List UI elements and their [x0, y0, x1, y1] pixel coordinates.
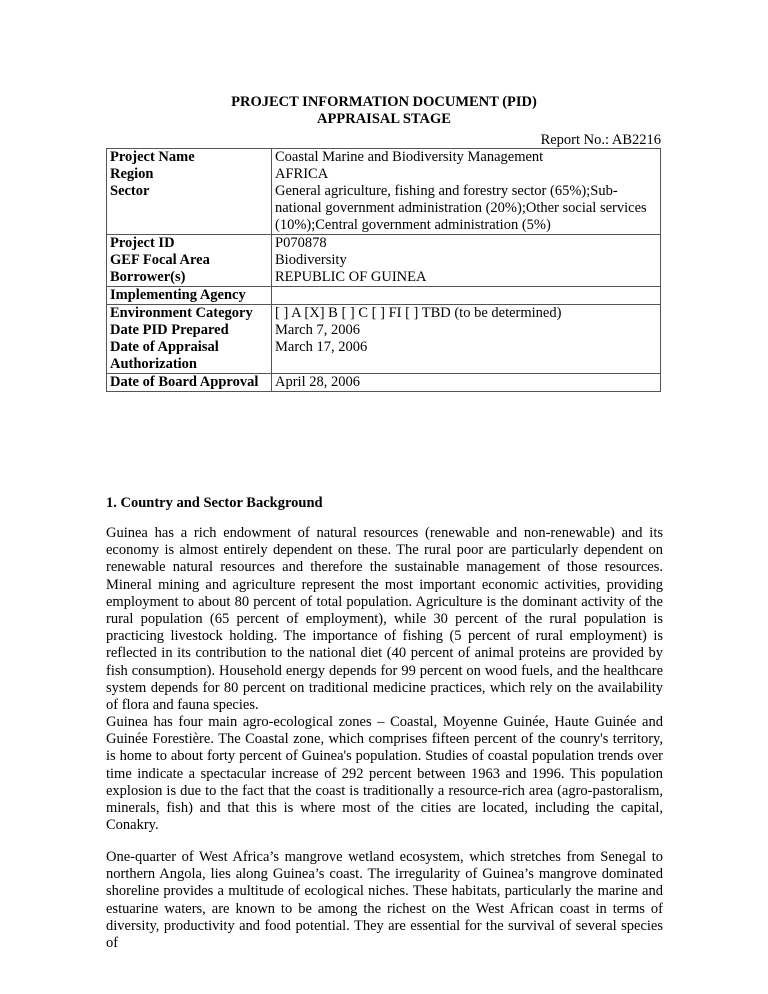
label-cell	[107, 149, 272, 235]
label-implementing-agency: Implementing Agency	[110, 287, 246, 303]
table-row	[107, 305, 661, 374]
value-cell	[272, 305, 661, 374]
value-cell	[272, 287, 661, 305]
label-date-of-board-approval: Date of Board Approval	[110, 374, 259, 390]
value-sector-line3: (10%);Central government administration (5%)	[275, 217, 551, 233]
value-cell	[272, 374, 661, 392]
label-date-of-appraisal: Date of Appraisal	[110, 339, 219, 355]
value-project-id: P070878	[275, 235, 327, 251]
value-sector-line1: General agriculture, fishing and forestry sector (65%);Sub-	[275, 183, 618, 199]
project-info-table	[106, 148, 661, 392]
table-row	[107, 235, 661, 287]
label-project-id: Project ID	[110, 235, 175, 251]
label-cell	[107, 305, 272, 374]
table-row	[107, 374, 661, 392]
document-title: PROJECT INFORMATION DOCUMENT (PID)	[231, 94, 537, 110]
label-cell	[107, 287, 272, 305]
label-date-pid-prepared: Date PID Prepared	[110, 322, 229, 338]
label-project-name: Project Name	[110, 149, 195, 165]
value-date-pid-prepared: March 7, 2006	[275, 322, 360, 338]
value-implementing-agency	[275, 287, 657, 304]
label-borrower: Borrower(s)	[110, 269, 186, 285]
value-project-name: Coastal Marine and Biodiversity Management	[275, 149, 544, 165]
table-row	[107, 149, 661, 235]
value-gef-focal-area: Biodiversity	[275, 252, 347, 268]
label-gef-focal-area: GEF Focal Area	[110, 252, 210, 268]
value-sector-line2: national government administration (20%);Other social services	[275, 200, 647, 216]
report-number: Report No.: AB2216	[540, 132, 661, 148]
value-cell	[272, 149, 661, 235]
label-authorization: Authorization	[110, 356, 197, 372]
paragraph: One-quarter of West Africa’s mangrove wetland ecosystem, which stretches from Senegal to northern Angola, lies along Guinea’s coast. The irregularity of Guinea’s mangrove dominated shoreline provides a multitude of ecological niches. These habitats, particularly the marine and estuarine waters, are known to be among the richest on the West African coast in terms of diversity, productivity and food potential. They are essential for the survival of several species of	[106, 849, 663, 952]
value-date-of-board-approval: April 28, 2006	[275, 374, 360, 390]
value-borrower: REPUBLIC OF GUINEA	[275, 269, 427, 285]
label-sector: Sector	[110, 183, 150, 199]
label-region: Region	[110, 166, 154, 182]
paragraph: Guinea has a rich endowment of natural resources (renewable and non-renewable) and its economy is almost entirely dependent on these. The rural poor are particularly dependent on renewable natural resources and therefore the sustainable management of those resources. Mineral mining and agriculture represent the most important economic activities, providing employment to about 80 percent of total population. Agriculture is the dominant activity of the rural population (65 percent of employment), while 30 percent of the rural population is practicing livestock holding. The importance of fishing (5 percent of rural employment) is reflected in its contribution to the national diet (40 percent of animal proteins are provided by fish consumption). Household energy depends for 99 percent on wood fuels, and the healthcare system depends for 80 percent on traditional medicine practices, which rely on the availability of flora and fauna species.	[106, 525, 663, 714]
table-row	[107, 287, 661, 305]
value-environment-category: [ ] A [X] B [ ] C [ ] FI [ ] TBD (to be determined)	[275, 305, 562, 321]
value-cell	[272, 235, 661, 287]
label-cell	[107, 235, 272, 287]
value-date-of-appraisal: March 17, 2006	[275, 339, 368, 355]
label-environment-category: Environment Category	[110, 305, 253, 321]
section-heading: 1. Country and Sector Background	[106, 495, 323, 511]
document-subtitle: APPRAISAL STAGE	[317, 111, 451, 127]
label-cell	[107, 374, 272, 392]
paragraph: Guinea has four main agro-ecological zones – Coastal, Moyenne Guinée, Haute Guinée and Guinée Forestière. The Coastal zone, which comprises fifteen percent of the counry's territory, is home to about forty percent of Guinea's population. Studies of coastal population trends over time indicate a spectacular increase of 292 percent between 1963 and 1996. This population explosion is due to the fact that the coast is traditionally a resource-rich area (agro-pastoralism, minerals, fish) and that this is where most of the cities are located, including the capital, Conakry.	[106, 714, 663, 834]
value-region: AFRICA	[275, 166, 329, 182]
